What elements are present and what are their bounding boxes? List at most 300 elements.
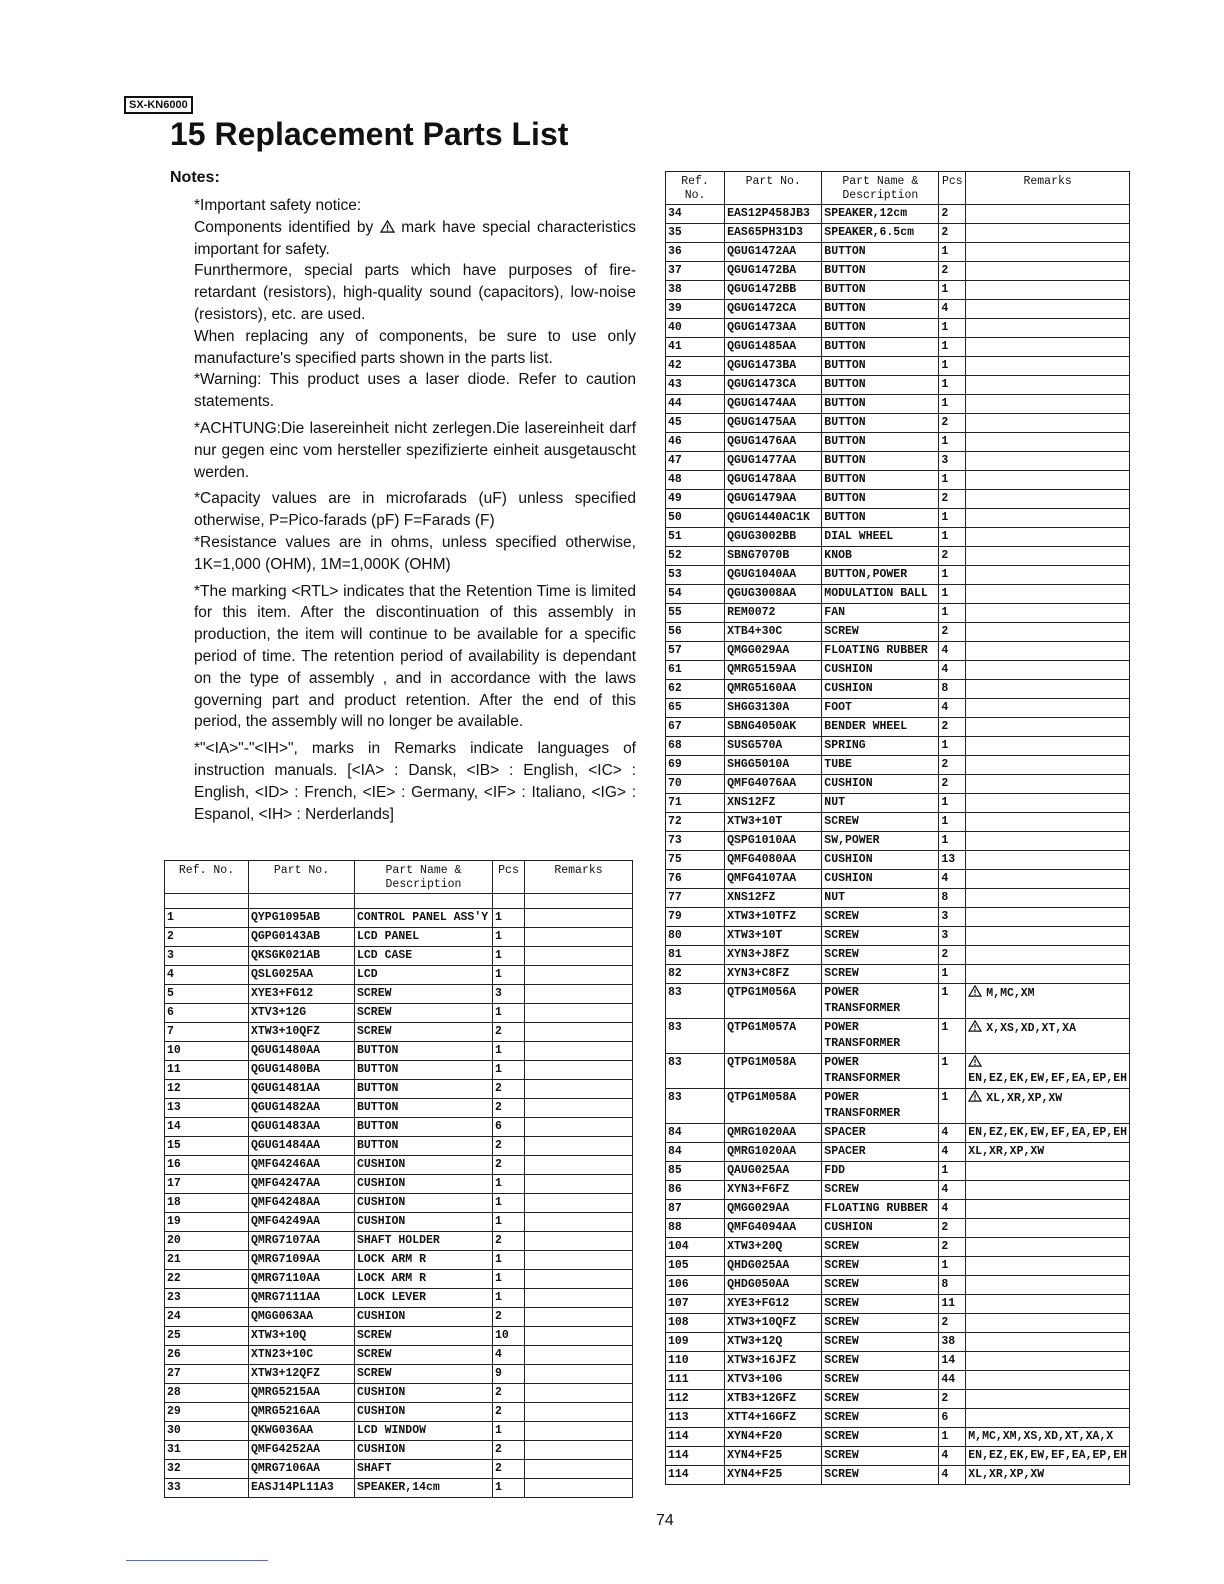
cell-pcs: 1 bbox=[939, 737, 966, 756]
table-row bbox=[165, 1403, 633, 1422]
cell-ref: 4 bbox=[165, 966, 249, 985]
cell-pcs: 4 bbox=[939, 300, 966, 319]
cell-remarks bbox=[966, 1162, 1130, 1181]
cell-part: QMFG4247AA bbox=[249, 1175, 355, 1194]
cell-pcs: 4 bbox=[939, 699, 966, 718]
cell-name: SCREW bbox=[822, 1428, 939, 1447]
cell-pcs: 1 bbox=[493, 928, 525, 947]
cell-part: XTW3+10T bbox=[725, 927, 822, 946]
parts-table-left-body bbox=[165, 894, 633, 1498]
cell-remarks bbox=[966, 528, 1130, 547]
cell-ref: 82 bbox=[666, 965, 725, 984]
cell-remarks bbox=[966, 395, 1130, 414]
cell-pcs: 4 bbox=[939, 870, 966, 889]
cell-name: SW,POWER bbox=[822, 832, 939, 851]
cell-ref: 73 bbox=[666, 832, 725, 851]
cell-remarks bbox=[966, 1089, 1130, 1124]
cell-ref: 85 bbox=[666, 1162, 725, 1181]
cell-remarks bbox=[966, 756, 1130, 775]
table-row bbox=[666, 623, 1130, 642]
remarks-text: M,MC,XM bbox=[986, 987, 1035, 1000]
table-row bbox=[165, 1175, 633, 1194]
cell-remarks bbox=[525, 1460, 633, 1479]
cell-remarks bbox=[966, 699, 1130, 718]
cell-name: CUSHION bbox=[822, 661, 939, 680]
cell-part: SBNG4050AK bbox=[725, 718, 822, 737]
table-row bbox=[666, 338, 1130, 357]
cell-part: XTW3+10QFZ bbox=[249, 1023, 355, 1042]
cell-part: QGPG0143AB bbox=[249, 928, 355, 947]
cell-remarks bbox=[966, 509, 1130, 528]
cell-ref: 20 bbox=[165, 1232, 249, 1251]
cell-pcs: 2 bbox=[493, 1403, 525, 1422]
cell-remarks bbox=[525, 1232, 633, 1251]
cell-ref: 112 bbox=[666, 1390, 725, 1409]
table-row bbox=[666, 585, 1130, 604]
cell-remarks bbox=[966, 262, 1130, 281]
table-row bbox=[666, 1089, 1130, 1124]
parts-table-right bbox=[665, 171, 1130, 1485]
cell-part: QGUG1040AA bbox=[725, 566, 822, 585]
table-row bbox=[666, 737, 1130, 756]
cell-name: SCREW bbox=[822, 1333, 939, 1352]
note-achtung: *ACHTUNG:Die lasereinheit nicht zerlegen.Die lasereinheit darf nur gegen einc vom hersteller spezifizierte einheit ausgetauscht werden. bbox=[194, 419, 636, 481]
cell-remarks bbox=[966, 1219, 1130, 1238]
table-row bbox=[666, 395, 1130, 414]
table-row bbox=[666, 414, 1130, 433]
cell-pcs: 2 bbox=[939, 490, 966, 509]
cell-remarks bbox=[525, 928, 633, 947]
cell-ref: 80 bbox=[666, 927, 725, 946]
table-row bbox=[666, 262, 1130, 281]
cell-part: QMFG4080AA bbox=[725, 851, 822, 870]
cell-pcs: 2 bbox=[493, 1080, 525, 1099]
model-tag: SX-KN6000 bbox=[124, 96, 193, 114]
cell-pcs: 2 bbox=[493, 1232, 525, 1251]
cell-pcs: 1 bbox=[939, 965, 966, 984]
table-row bbox=[666, 1371, 1130, 1390]
table-row bbox=[666, 1276, 1130, 1295]
table-row bbox=[666, 889, 1130, 908]
table-row bbox=[666, 813, 1130, 832]
cell-name: SCREW bbox=[822, 1390, 939, 1409]
cell-ref: 45 bbox=[666, 414, 725, 433]
cell-pcs: 1 bbox=[939, 243, 966, 262]
remarks-text: X,XS,XD,XT,XA bbox=[986, 1022, 1076, 1035]
cell-name: MODULATION BALL bbox=[822, 585, 939, 604]
cell-pcs: 2 bbox=[939, 262, 966, 281]
cell-name: CUSHION bbox=[822, 1219, 939, 1238]
note-replacement: When replacing any of components, be sure to use only manufacture's specified parts shown in the parts list. bbox=[194, 327, 636, 367]
cell-remarks bbox=[966, 642, 1130, 661]
warning-triangle-icon bbox=[968, 1055, 982, 1067]
cell-pcs: 2 bbox=[939, 224, 966, 243]
remarks-text: EN,EZ,EK,EW,EF,EA,EP,EH bbox=[968, 1126, 1127, 1139]
cell-name: FLOATING RUBBER bbox=[822, 1200, 939, 1219]
table-row bbox=[165, 1099, 633, 1118]
warning-triangle-icon bbox=[968, 1020, 982, 1032]
cell-pcs: 6 bbox=[493, 1118, 525, 1137]
cell-remarks bbox=[525, 985, 633, 1004]
cell-ref: 67 bbox=[666, 718, 725, 737]
cell-ref: 50 bbox=[666, 509, 725, 528]
cell-remarks bbox=[525, 1346, 633, 1365]
cell-pcs: 2 bbox=[493, 1023, 525, 1042]
cell-pcs: 1 bbox=[939, 1428, 966, 1447]
cell-name: BUTTON bbox=[822, 300, 939, 319]
cell-pcs: 1 bbox=[939, 566, 966, 585]
parts-table-left bbox=[164, 860, 633, 1498]
cell-pcs: 4 bbox=[939, 1447, 966, 1466]
cell-ref: 77 bbox=[666, 889, 725, 908]
cell-ref: 68 bbox=[666, 737, 725, 756]
cell-pcs: 2 bbox=[493, 1099, 525, 1118]
cell-ref: 83 bbox=[666, 1054, 725, 1089]
cell-name: SCREW bbox=[822, 965, 939, 984]
cell-remarks bbox=[525, 1194, 633, 1213]
table-row bbox=[666, 1352, 1130, 1371]
table-row bbox=[666, 1333, 1130, 1352]
cell-name: BUTTON bbox=[822, 243, 939, 262]
table-row bbox=[165, 1156, 633, 1175]
cell-ref: 25 bbox=[165, 1327, 249, 1346]
cell-part: QGUG1473AA bbox=[725, 319, 822, 338]
cell-part: QGUG1474AA bbox=[725, 395, 822, 414]
cell-name: CUSHION bbox=[355, 1194, 493, 1213]
cell-name: LOCK ARM R bbox=[355, 1270, 493, 1289]
table-row bbox=[165, 1042, 633, 1061]
cell-part: REM0072 bbox=[725, 604, 822, 623]
cell-pcs: 1 bbox=[939, 281, 966, 300]
cell-ref: 11 bbox=[165, 1061, 249, 1080]
cell-pcs: 8 bbox=[939, 1276, 966, 1295]
cell-remarks bbox=[966, 471, 1130, 490]
cell-remarks bbox=[525, 1080, 633, 1099]
cell-name: SCREW bbox=[822, 1257, 939, 1276]
col-name-header: Part Name & Description bbox=[822, 172, 939, 205]
cell-part: XYE3+FG12 bbox=[725, 1295, 822, 1314]
cell-part: QGUG1440AC1K bbox=[725, 509, 822, 528]
cell-part: QMRG5159AA bbox=[725, 661, 822, 680]
cell-ref: 56 bbox=[666, 623, 725, 642]
cell-part: QMFG4248AA bbox=[249, 1194, 355, 1213]
note-laser-warning: *Warning: This product uses a laser diode. Refer to caution statements. bbox=[194, 371, 636, 411]
cell-part: QMRG7107AA bbox=[249, 1232, 355, 1251]
cell-remarks bbox=[966, 1352, 1130, 1371]
cell-remarks bbox=[966, 680, 1130, 699]
cell-ref: 84 bbox=[666, 1143, 725, 1162]
col-pcs-header: Pcs bbox=[493, 861, 525, 894]
table-row bbox=[666, 965, 1130, 984]
cell-remarks bbox=[966, 851, 1130, 870]
cell-remarks bbox=[966, 224, 1130, 243]
cell-ref: 33 bbox=[165, 1479, 249, 1498]
table-row bbox=[666, 509, 1130, 528]
table-row bbox=[666, 1124, 1130, 1143]
cell-ref: 53 bbox=[666, 566, 725, 585]
cell-remarks bbox=[966, 1466, 1130, 1485]
cell-pcs: 1 bbox=[493, 1194, 525, 1213]
table-row bbox=[666, 946, 1130, 965]
cell-remarks bbox=[525, 1422, 633, 1441]
table-row bbox=[165, 1004, 633, 1023]
cell-name: CUSHION bbox=[355, 1213, 493, 1232]
cell-name: LOCK LEVER bbox=[355, 1289, 493, 1308]
cell-part: QGUG1480AA bbox=[249, 1042, 355, 1061]
table-row bbox=[165, 947, 633, 966]
cell-pcs: 1 bbox=[493, 909, 525, 928]
cell-ref: 108 bbox=[666, 1314, 725, 1333]
cell-ref: 18 bbox=[165, 1194, 249, 1213]
cell-ref: 24 bbox=[165, 1308, 249, 1327]
cell-name: SCREW bbox=[822, 908, 939, 927]
table-row bbox=[666, 357, 1130, 376]
cell-remarks bbox=[525, 947, 633, 966]
cell-part: XYN4+F25 bbox=[725, 1447, 822, 1466]
cell-ref: 57 bbox=[666, 642, 725, 661]
cell-pcs: 4 bbox=[939, 1124, 966, 1143]
table-row bbox=[666, 300, 1130, 319]
cell-part: QGUG1482AA bbox=[249, 1099, 355, 1118]
cell-name: SCREW bbox=[355, 1346, 493, 1365]
cell-name: TUBE bbox=[822, 756, 939, 775]
table-row bbox=[666, 680, 1130, 699]
cell-remarks bbox=[966, 794, 1130, 813]
table-row bbox=[165, 1061, 633, 1080]
cell-part: QTPG1M057A bbox=[725, 1019, 822, 1054]
cell-pcs: 2 bbox=[939, 1390, 966, 1409]
cell-remarks bbox=[966, 319, 1130, 338]
cell-part: XTW3+16JFZ bbox=[725, 1352, 822, 1371]
cell-name: BUTTON bbox=[822, 281, 939, 300]
cell-part: XYN4+F20 bbox=[725, 1428, 822, 1447]
cell-ref: 48 bbox=[666, 471, 725, 490]
cell-ref: 5 bbox=[165, 985, 249, 1004]
cell-ref: 7 bbox=[165, 1023, 249, 1042]
cell-name: DIAL WHEEL bbox=[822, 528, 939, 547]
table-row bbox=[666, 376, 1130, 395]
cell-ref: 30 bbox=[165, 1422, 249, 1441]
cell-name: LCD bbox=[355, 966, 493, 985]
cell-part: QMRG5215AA bbox=[249, 1384, 355, 1403]
table-row bbox=[165, 1422, 633, 1441]
cell-name: POWER TRANSFORMER bbox=[822, 1054, 939, 1089]
cell-pcs: 2 bbox=[493, 1460, 525, 1479]
table-row bbox=[666, 870, 1130, 889]
cell-remarks bbox=[525, 1308, 633, 1327]
cell-part: QGUG1485AA bbox=[725, 338, 822, 357]
cell-ref: 83 bbox=[666, 1019, 725, 1054]
cell-name: NUT bbox=[822, 889, 939, 908]
cell-ref: 16 bbox=[165, 1156, 249, 1175]
table-header-row bbox=[165, 861, 633, 894]
table-row bbox=[666, 699, 1130, 718]
cell-name: BUTTON bbox=[355, 1042, 493, 1061]
cell-part: QMRG7111AA bbox=[249, 1289, 355, 1308]
cell-name: FAN bbox=[822, 604, 939, 623]
remarks-text: XL,XR,XP,XW bbox=[968, 1145, 1045, 1158]
table-row bbox=[666, 984, 1130, 1019]
cell-part: QMGG029AA bbox=[725, 1200, 822, 1219]
cell-remarks bbox=[966, 1276, 1130, 1295]
cell-part: QMFG4246AA bbox=[249, 1156, 355, 1175]
table-row bbox=[666, 452, 1130, 471]
cell-part: XTW3+10Q bbox=[249, 1327, 355, 1346]
cell-part: SHGG3130A bbox=[725, 699, 822, 718]
cell-ref: 111 bbox=[666, 1371, 725, 1390]
cell-pcs: 2 bbox=[939, 756, 966, 775]
cell-remarks bbox=[525, 1403, 633, 1422]
cell-ref: 19 bbox=[165, 1213, 249, 1232]
cell-name: CUSHION bbox=[355, 1403, 493, 1422]
table-row bbox=[666, 661, 1130, 680]
cell-part: QGUG3008AA bbox=[725, 585, 822, 604]
cell-remarks bbox=[966, 965, 1130, 984]
cell-ref: 87 bbox=[666, 1200, 725, 1219]
cell-part: XTN23+10C bbox=[249, 1346, 355, 1365]
cell-remarks bbox=[525, 1061, 633, 1080]
table-row bbox=[666, 642, 1130, 661]
table-row bbox=[165, 1080, 633, 1099]
cell-name: BUTTON,POWER bbox=[822, 566, 939, 585]
cell-part: XYN3+J8FZ bbox=[725, 946, 822, 965]
parts-table-right-body bbox=[666, 205, 1130, 1485]
cell-part: QGUG1472BB bbox=[725, 281, 822, 300]
cell-remarks bbox=[966, 908, 1130, 927]
cell-remarks bbox=[966, 1333, 1130, 1352]
cell-ref: 29 bbox=[165, 1403, 249, 1422]
cell-pcs: 44 bbox=[939, 1371, 966, 1390]
cell-pcs: 2 bbox=[939, 205, 966, 224]
cell-pcs: 2 bbox=[493, 1137, 525, 1156]
col-part-header: Part No. bbox=[725, 172, 822, 205]
table-row bbox=[165, 966, 633, 985]
cell-remarks bbox=[525, 1327, 633, 1346]
cell-part: QMRG5160AA bbox=[725, 680, 822, 699]
cell-pcs: 1 bbox=[493, 1289, 525, 1308]
cell-part: XTV3+10G bbox=[725, 1371, 822, 1390]
cell-pcs: 1 bbox=[493, 1004, 525, 1023]
cell-name: SCREW bbox=[355, 1327, 493, 1346]
cell-pcs: 1 bbox=[939, 395, 966, 414]
table-row bbox=[165, 1346, 633, 1365]
cell-ref: 69 bbox=[666, 756, 725, 775]
table-row bbox=[666, 1257, 1130, 1276]
table-row bbox=[666, 471, 1130, 490]
cell-ref: 88 bbox=[666, 1219, 725, 1238]
cell-name: SCREW bbox=[822, 946, 939, 965]
table-row bbox=[165, 1365, 633, 1384]
cell-part: XTW3+12Q bbox=[725, 1333, 822, 1352]
cell-part: QGUG1472AA bbox=[725, 243, 822, 262]
table-row bbox=[666, 319, 1130, 338]
cell-pcs: 2 bbox=[939, 946, 966, 965]
cell-remarks bbox=[966, 775, 1130, 794]
col-ref-header: Ref. No. bbox=[165, 861, 249, 894]
cell-remarks bbox=[966, 889, 1130, 908]
cell-ref: 84 bbox=[666, 1124, 725, 1143]
cell-ref: 6 bbox=[165, 1004, 249, 1023]
cell-part: QKWG036AA bbox=[249, 1422, 355, 1441]
cell-remarks bbox=[966, 1257, 1130, 1276]
cell-ref: 21 bbox=[165, 1251, 249, 1270]
cell-remarks bbox=[966, 566, 1130, 585]
cell-pcs: 2 bbox=[939, 775, 966, 794]
cell-remarks bbox=[966, 718, 1130, 737]
cell-part: QGUG3002BB bbox=[725, 528, 822, 547]
cell-ref: 114 bbox=[666, 1447, 725, 1466]
cell-name: POWER TRANSFORMER bbox=[822, 1019, 939, 1054]
cell-ref: 105 bbox=[666, 1257, 725, 1276]
cell-pcs: 1 bbox=[939, 1019, 966, 1054]
cell-remarks bbox=[966, 984, 1130, 1019]
note-resistance: *Resistance values are in ohms, unless specified otherwise, 1K=1,000 (OHM), 1M=1,000K (OHM) bbox=[194, 533, 636, 573]
cell-name: KNOB bbox=[822, 547, 939, 566]
table-row bbox=[165, 1023, 633, 1042]
cell-pcs: 3 bbox=[939, 927, 966, 946]
cell-name: BUTTON bbox=[355, 1080, 493, 1099]
cell-pcs: 10 bbox=[493, 1327, 525, 1346]
cell-remarks bbox=[966, 813, 1130, 832]
table-row bbox=[165, 928, 633, 947]
cell-part: QMRG7110AA bbox=[249, 1270, 355, 1289]
cell-pcs: 8 bbox=[939, 889, 966, 908]
cell-name: SCREW bbox=[355, 985, 493, 1004]
cell-name: CUSHION bbox=[822, 680, 939, 699]
cell-remarks bbox=[966, 585, 1130, 604]
table-row bbox=[666, 433, 1130, 452]
cell-name: SCREW bbox=[822, 813, 939, 832]
cell-part: XYE3+FG12 bbox=[249, 985, 355, 1004]
cell-pcs: 1 bbox=[939, 1257, 966, 1276]
cell-part: QKSGK021AB bbox=[249, 947, 355, 966]
cell-part: QGUG1479AA bbox=[725, 490, 822, 509]
cell-name: SPEAKER,6.5cm bbox=[822, 224, 939, 243]
cell-pcs: 2 bbox=[939, 547, 966, 566]
cell-pcs: 3 bbox=[939, 908, 966, 927]
cell-remarks bbox=[525, 1251, 633, 1270]
cell-part: QMRG1020AA bbox=[725, 1143, 822, 1162]
cell-pcs: 1 bbox=[939, 984, 966, 1019]
cell-part: QGUG1481AA bbox=[249, 1080, 355, 1099]
table-row bbox=[165, 1232, 633, 1251]
cell-name: BUTTON bbox=[822, 376, 939, 395]
cell-pcs: 6 bbox=[939, 1409, 966, 1428]
cell-ref: 43 bbox=[666, 376, 725, 395]
cell-ref: 1 bbox=[165, 909, 249, 928]
notes-body bbox=[194, 195, 636, 830]
cell-part: QTPG1M058A bbox=[725, 1089, 822, 1124]
cell-remarks bbox=[966, 870, 1130, 889]
table-row bbox=[666, 1054, 1130, 1089]
cell-ref: 35 bbox=[666, 224, 725, 243]
cell-name: BUTTON bbox=[822, 338, 939, 357]
cell-part: XTW3+10T bbox=[725, 813, 822, 832]
remarks-text: EN,EZ,EK,EW,EF,EA,EP,EH bbox=[968, 1072, 1127, 1085]
cell-name: BUTTON bbox=[822, 414, 939, 433]
spacer-row bbox=[165, 894, 633, 909]
cell-ref: 71 bbox=[666, 794, 725, 813]
cell-ref: 42 bbox=[666, 357, 725, 376]
cell-pcs: 2 bbox=[939, 1219, 966, 1238]
table-row bbox=[666, 775, 1130, 794]
table-row bbox=[666, 1390, 1130, 1409]
cell-pcs: 1 bbox=[939, 1162, 966, 1181]
safety-notice-pre: Components identified by bbox=[194, 218, 374, 236]
table-row bbox=[666, 1162, 1130, 1181]
cell-remarks bbox=[966, 490, 1130, 509]
cell-remarks bbox=[525, 1023, 633, 1042]
